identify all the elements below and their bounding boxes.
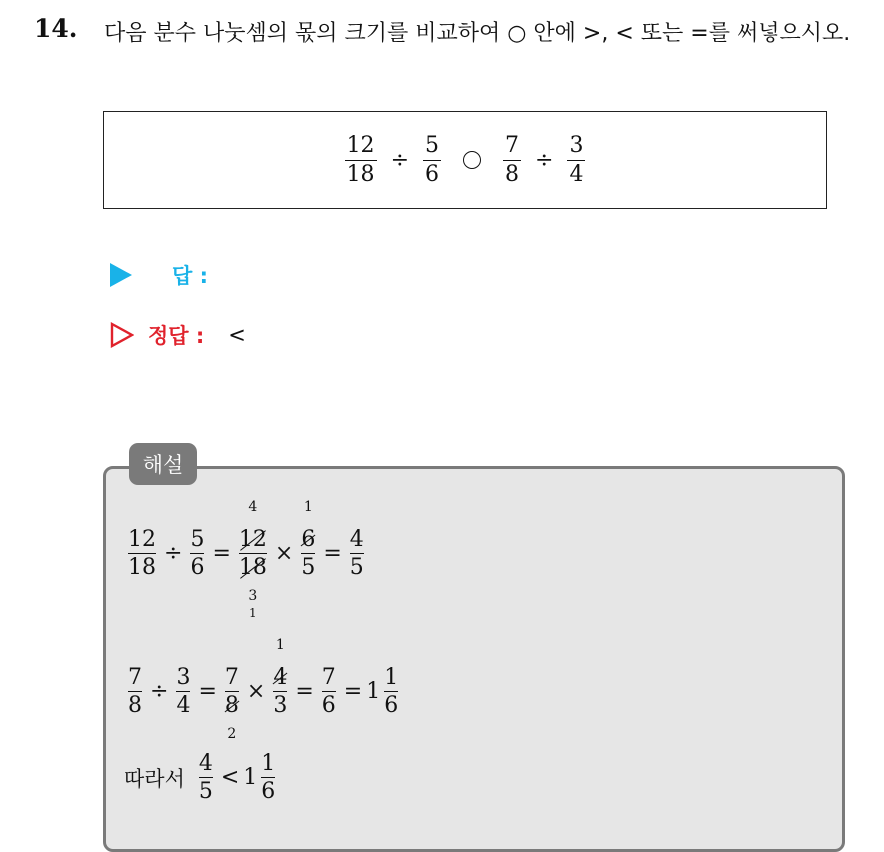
divide-sign: ÷	[390, 147, 409, 173]
fraction: 12 18	[128, 527, 156, 581]
equals-sign: =	[295, 679, 314, 705]
answer-label: 답 :	[172, 264, 208, 288]
cancelled-fraction: 12 4 18 3 1	[238, 499, 267, 620]
solution-line-3	[124, 752, 279, 803]
fraction: 4 5	[198, 751, 213, 805]
correct-answer-row	[110, 320, 246, 350]
fraction: $\frac{7}{8}$	[505, 133, 519, 187]
fraction: 4 5	[349, 527, 364, 581]
equals-sign: =	[323, 541, 342, 567]
fraction: 7 8	[128, 665, 142, 719]
solution-tag: 해설	[129, 443, 197, 485]
fraction: 7 6	[321, 665, 336, 719]
play-triangle-icon	[110, 263, 132, 287]
equals-sign: =	[198, 679, 217, 705]
times-sign: ×	[246, 679, 266, 705]
fraction: 3 4	[176, 665, 191, 719]
solution-line-1	[124, 499, 368, 620]
outline-triangle-icon	[110, 322, 134, 348]
answer-circle-icon	[463, 151, 481, 169]
divide-sign: ÷	[164, 541, 183, 567]
solution-line-2	[124, 637, 402, 742]
conclusion-text: 따라서	[124, 766, 185, 791]
answer-row	[110, 260, 208, 290]
question-text: 다음 분수 나눗셈의 몫의 크기를 비교하여 ○ 안에 >, < 또는 =를 써넣으시오.	[104, 21, 851, 46]
cancelled-fraction: 4 1 3	[273, 637, 288, 719]
question-number: 14.	[34, 14, 78, 43]
fraction: $\frac{3}{4}$	[569, 133, 584, 187]
correct-answer-label: 정답 :	[148, 324, 205, 348]
fraction: 5 6	[190, 527, 205, 581]
less-than-sign: <	[220, 765, 240, 791]
cancelled-fraction: 6 1 5	[301, 499, 316, 581]
cancelled-fraction: 7 8 2	[224, 665, 239, 742]
equals-sign: =	[343, 679, 363, 705]
times-sign: ×	[274, 541, 294, 567]
comparison-expression	[104, 112, 826, 208]
fraction: $\frac{5}{6}$	[425, 133, 439, 187]
divide-sign: ÷	[150, 679, 169, 705]
equals-sign: =	[212, 541, 231, 567]
mixed-number: 1 1 6	[366, 665, 399, 719]
fraction: $\frac{12}{18}$	[346, 133, 375, 187]
correct-answer-value: <	[228, 323, 246, 347]
divide-sign: ÷	[535, 147, 554, 173]
mixed-number: 1 1 6	[243, 751, 276, 805]
expression-box	[103, 111, 827, 209]
